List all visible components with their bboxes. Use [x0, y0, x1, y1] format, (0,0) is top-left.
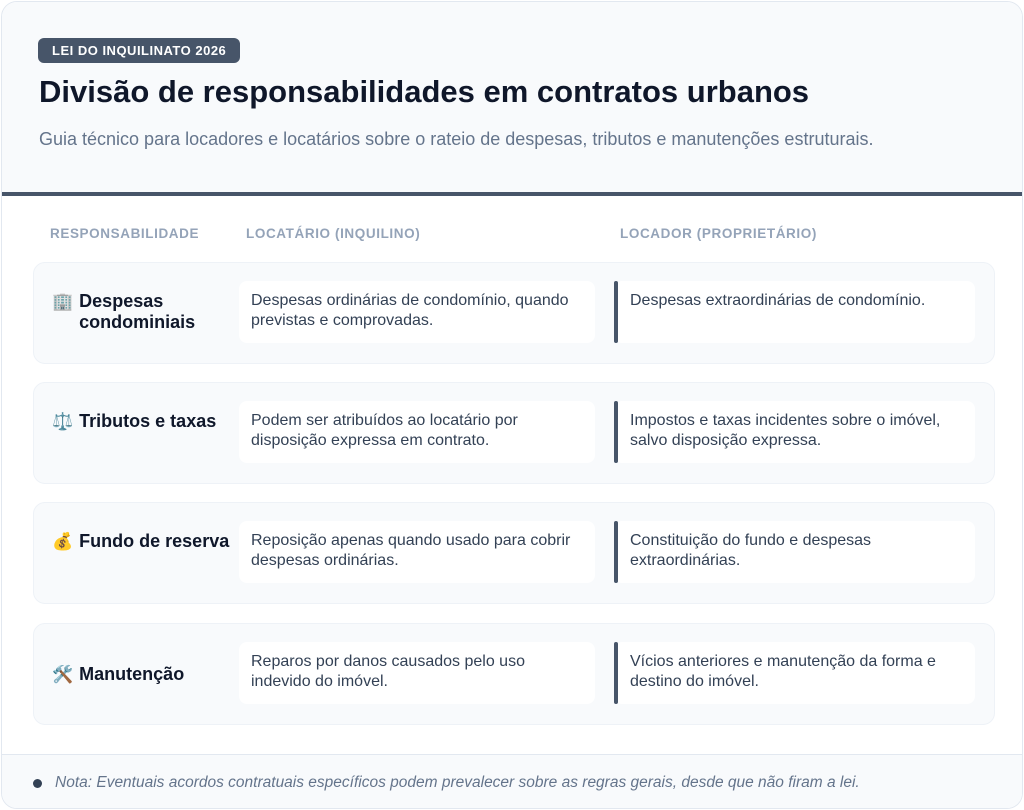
landlord-cell: Impostos e taxas incidentes sobre o imóvel, salvo disposição expressa. — [614, 401, 975, 463]
table-row — [33, 502, 995, 604]
building-icon: 🏢 — [52, 292, 74, 311]
landlord-cell: Constituição do fundo e despesas extraordinárias. — [614, 521, 975, 583]
page-subtitle: Guia técnico para locadores e locatários sobre o rateio de despesas, tributos e manutenções estruturais. — [39, 129, 874, 149]
row-label — [52, 624, 232, 724]
table-row — [33, 623, 995, 725]
table-row — [33, 382, 995, 484]
tenant-cell: Reposição apenas quando usado para cobrir despesas ordinárias. — [239, 521, 595, 583]
row-label — [52, 263, 232, 363]
row-label-text: Fundo de reserva — [79, 531, 230, 551]
tenant-cell: Reparos por danos causados pelo uso indevido do imóvel. — [239, 642, 595, 704]
column-header-landlord: LOCADOR (PROPRIETÁRIO) — [620, 226, 817, 241]
scales-icon: ⚖️ — [52, 412, 74, 431]
landlord-cell: Vícios anteriores e manutenção da forma e destino do imóvel. — [614, 642, 975, 704]
header — [2, 2, 1022, 196]
tenant-cell: Despesas ordinárias de condomínio, quando previstas e comprovadas. — [239, 281, 595, 343]
bullet-icon — [33, 779, 42, 788]
row-label — [52, 503, 232, 603]
table-row — [33, 262, 995, 364]
row-label-text: Tributos e taxas — [79, 411, 217, 431]
row-label-text: Manutenção — [79, 663, 185, 684]
tenant-cell: Podem ser atribuídos ao locatário por disposição expressa em contrato. — [239, 401, 595, 463]
tools-icon: 🛠️ — [52, 664, 74, 684]
money-bag-icon: 💰 — [52, 532, 74, 551]
column-header-responsibility: RESPONSABILIDADE — [50, 226, 200, 241]
law-badge: LEI DO INQUILINATO 2026 — [38, 38, 240, 63]
row-label — [52, 383, 232, 483]
column-header-tenant: LOCATÁRIO (INQUILINO) — [246, 226, 421, 241]
row-label-text: Despesas condominiais — [79, 291, 196, 332]
footer-note: Nota: Eventuais acordos contratuais específicos podem prevalecer sobre as regras gerais, desde que não firam a lei. — [55, 774, 860, 791]
landlord-cell: Despesas extraordinárias de condomínio. — [614, 281, 975, 343]
responsibilities-card — [1, 1, 1023, 809]
page-title: Divisão de responsabilidades em contratos urbanos — [39, 74, 810, 109]
footer — [2, 754, 1022, 809]
